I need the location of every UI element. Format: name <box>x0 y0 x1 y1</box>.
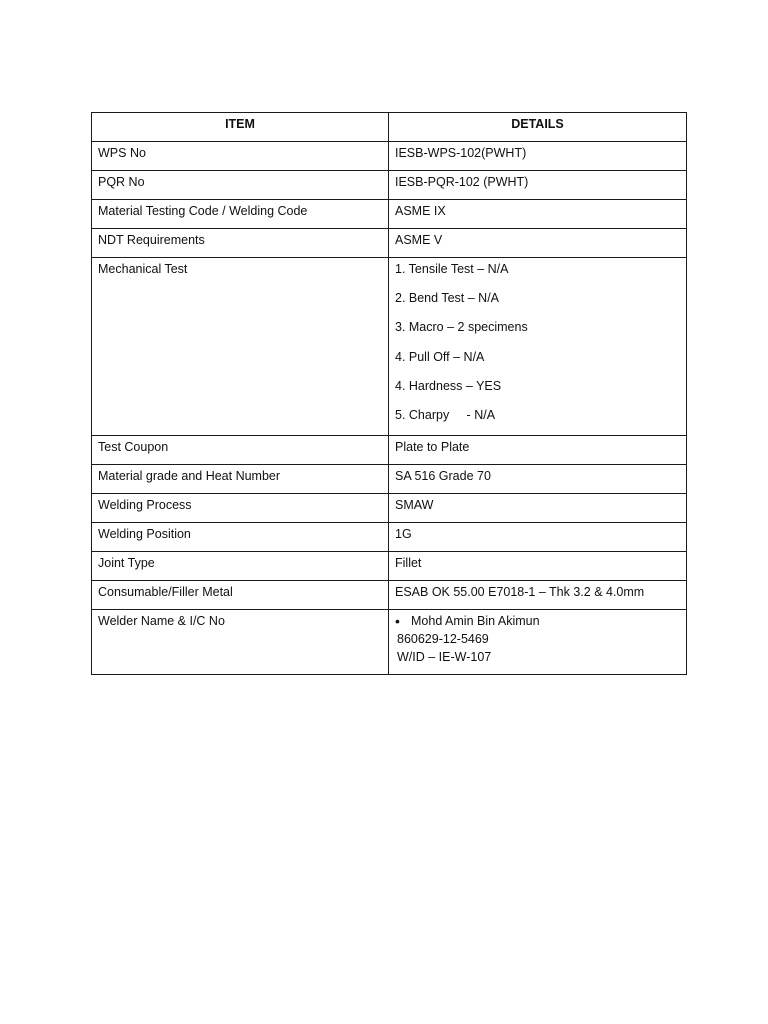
table-row <box>92 200 687 229</box>
list-item: 4. Pull Off – N/A <box>395 349 485 364</box>
welder-row <box>92 610 687 675</box>
row-details-value: ASME V <box>389 229 687 258</box>
row-item-label: Mechanical Test <box>92 258 389 436</box>
row-details-value: Plate to Plate <box>389 436 687 465</box>
mechanical-test-details <box>389 258 687 436</box>
welder-bullet-block <box>395 612 680 674</box>
row-item-label: Welding Process <box>92 494 389 523</box>
table-row <box>92 581 687 610</box>
table-row <box>92 552 687 581</box>
list-item: 5. Charpy - N/A <box>395 407 496 422</box>
row-details-value: SMAW <box>389 494 687 523</box>
list-item: 2. Bend Test – N/A <box>395 291 499 306</box>
table-row <box>92 436 687 465</box>
mechanical-test-list <box>395 260 680 435</box>
row-item-label: Material Testing Code / Welding Code <box>92 200 389 229</box>
table-row <box>92 494 687 523</box>
table-row <box>92 142 687 171</box>
table-row <box>92 523 687 552</box>
row-item-label: Welder Name & I/C No <box>92 610 389 675</box>
row-item-label: Test Coupon <box>92 436 389 465</box>
header-details: DETAILS <box>389 113 687 142</box>
row-details-value: 1G <box>389 523 687 552</box>
header-item: ITEM <box>92 113 389 142</box>
table-row <box>92 229 687 258</box>
row-item-label: NDT Requirements <box>92 229 389 258</box>
row-item-label: Consumable/Filler Metal <box>92 581 389 610</box>
row-details-value: SA 516 Grade 70 <box>389 465 687 494</box>
welder-id: W/ID – IE-W-107 <box>397 650 492 665</box>
list-item: 4. Hardness – YES <box>395 378 502 393</box>
table-row <box>92 465 687 494</box>
list-item: 3. Macro – 2 specimens <box>395 320 528 335</box>
row-item-label: Joint Type <box>92 552 389 581</box>
bullet-icon: • <box>395 613 400 630</box>
row-item-label: PQR No <box>92 171 389 200</box>
row-item-label: Welding Position <box>92 523 389 552</box>
welder-details <box>389 610 687 675</box>
welding-spec-table <box>91 112 687 675</box>
mechanical-test-row <box>92 258 687 436</box>
welder-info-lines <box>397 612 540 666</box>
table-header-row <box>92 113 687 142</box>
row-item-label: WPS No <box>92 142 389 171</box>
table-row <box>92 171 687 200</box>
row-details-value: ASME IX <box>389 200 687 229</box>
row-item-label: Material grade and Heat Number <box>92 465 389 494</box>
welder-ic-number: 860629-12-5469 <box>397 632 489 647</box>
list-item: 1. Tensile Test – N/A <box>395 262 509 276</box>
row-details-value: ESAB OK 55.00 E7018-1 – Thk 3.2 & 4.0mm <box>389 581 687 610</box>
welder-name: Mohd Amin Bin Akimun <box>411 614 540 629</box>
row-details-value: IESB-WPS-102(PWHT) <box>389 142 687 171</box>
row-details-value: IESB-PQR-102 (PWHT) <box>389 171 687 200</box>
row-details-value: Fillet <box>389 552 687 581</box>
